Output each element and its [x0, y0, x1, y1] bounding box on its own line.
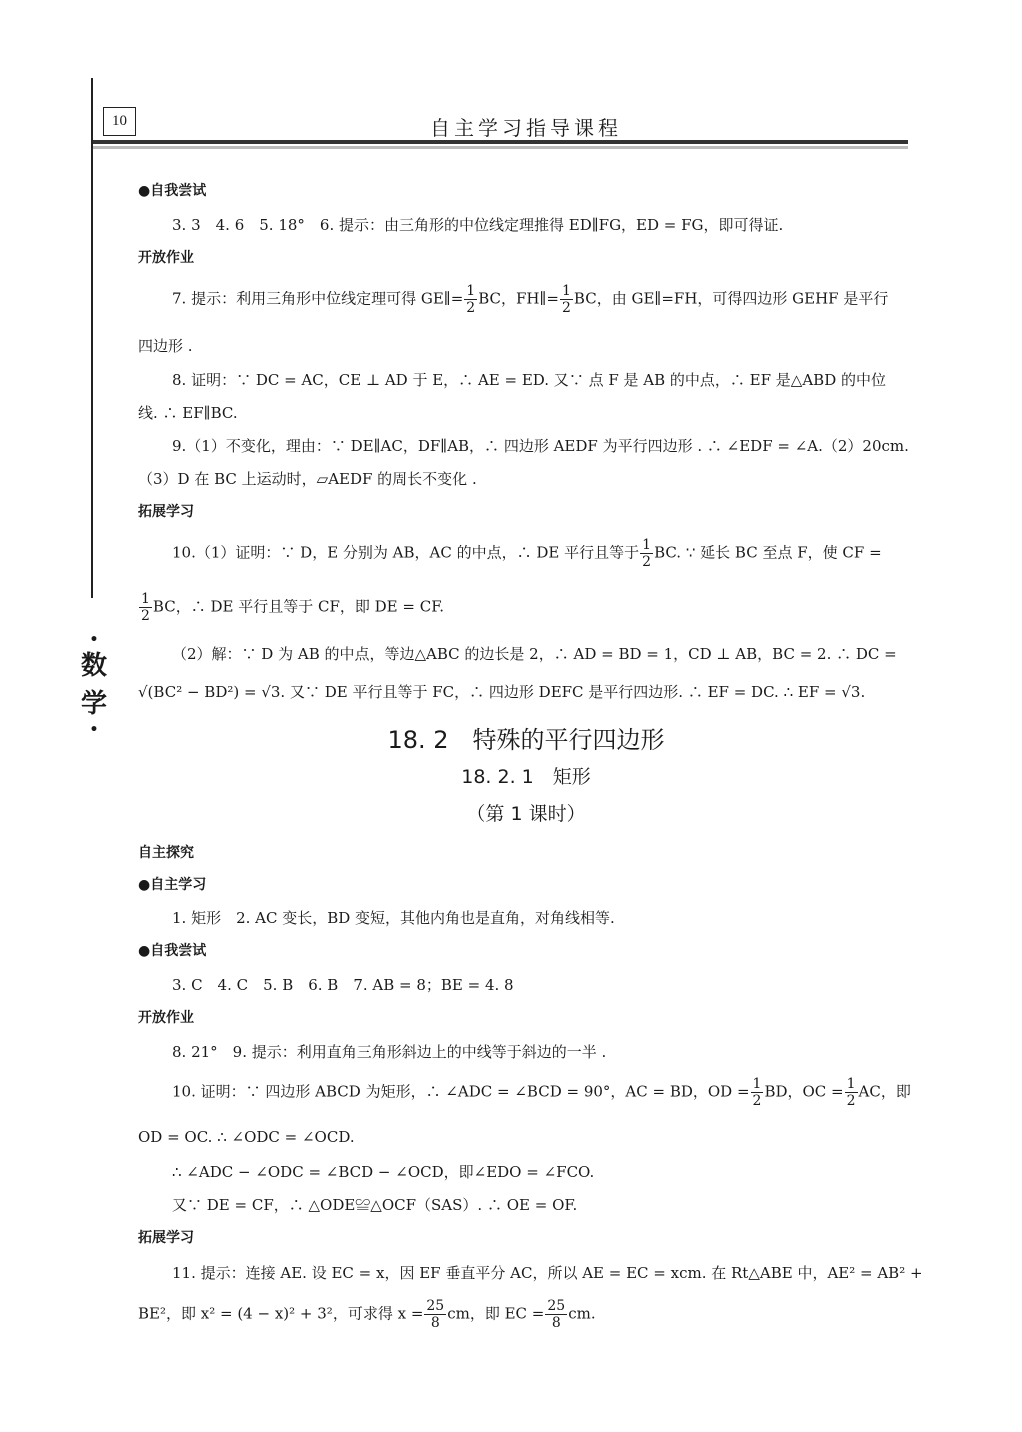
answer-line: √(BC² − BD²) = √3. 又∵ DE 平行且等于 FC，∴ 四边形 DEFC 是平行四边形. ∴ EF = DC. ∴ EF = √3.	[138, 683, 866, 701]
header-rule-light	[93, 146, 908, 149]
side-char-2: 学	[80, 689, 107, 719]
answer-line: 3. 3 4. 6 5. 18° 6. 提示：由三角形的中位线定理推得 ED∥FG，ED = FG，即可得证.	[172, 216, 784, 234]
fraction: $\frac{1}{2}$	[846, 1076, 856, 1109]
section-title: 18. 2 特殊的平行四边形	[387, 726, 665, 754]
answer-line-10b: 10. 证明：∵ 四边形 ABCD 为矩形，∴ ∠ADC = ∠BCD = 90°，AC = BD，OD = $\frac{1}{2}$ BD，OC = $\frac{1}{2}$ AC，即	[172, 1076, 911, 1109]
heading-open-homework: 开放作业	[138, 250, 194, 266]
heading-extension: 拓展学习	[138, 504, 194, 520]
answer-line-7: 7. 提示：利用三角形中位线定理可得 GE∥= $\frac{1}{2}$ BC，FH∥= $\frac{1}{2}$ BC，由 GE∥=FH，可得四边形 GEHF 是平行	[172, 283, 889, 316]
answer-line: 9.（1）不变化，理由：∵ DE∥AC，DF∥AB，∴ 四边形 AEDF 为平行四边形 . ∴ ∠EDF = ∠A.（2）20cm.	[172, 437, 909, 455]
answer-line: （2）解：∵ D 为 AB 的中点，等边△ABC 的边长是 2，∴ AD = BD = 1，CD ⊥ AB，BC = 2. ∴ DC =	[172, 645, 897, 663]
answer-line: 8. 证明：∵ DC = AC，CE ⊥ AD 于 E，∴ AE = ED. 又∵ 点 F 是 AB 的中点，∴ EF 是△ABD 的中位	[172, 371, 886, 389]
heading-self-try: ●自我尝试	[138, 943, 207, 959]
answer-line: 1. 矩形 2. AC 变长，BD 变短，其他内角也是直角，对角线相等.	[172, 909, 615, 927]
answer-line: 11. 提示：连接 AE. 设 EC = x，因 EF 垂直平分 AC，所以 AE = EC = xcm. 在 Rt△ABE 中，AE² = AB² +	[172, 1264, 923, 1282]
answer-line: ∴ ∠ADC − ∠ODC = ∠BCD − ∠OCD，即∠EDO = ∠FCO.	[172, 1163, 595, 1181]
fraction: $\frac{1}{2}$	[466, 283, 476, 316]
heading-explore: 自主探究	[138, 845, 194, 861]
fraction: $\frac{25}{8}$	[547, 1298, 566, 1331]
margin-line	[91, 78, 93, 598]
answer-line: 3. C 4. C 5. B 6. B 7. AB = 8；BE = 4. 8	[172, 976, 514, 994]
page-number: 10	[103, 107, 136, 136]
answer-line-10: 10.（1）证明：∵ D，E 分别为 AB，AC 的中点，∴ DE 平行且等于 $\frac{1}{2}$ BC. ∵ 延长 BC 至点 F，使 CF =	[172, 537, 882, 570]
lesson-title: （第 1 课时）	[466, 803, 586, 825]
parallel-equal-symbol: ∥=	[654, 289, 674, 308]
fraction: $\frac{25}{8}$	[426, 1298, 445, 1331]
answer-line: 四边形 .	[138, 337, 193, 355]
answer-line: OD = OC. ∴ ∠ODC = ∠OCD.	[138, 1128, 355, 1146]
fraction: $\frac{1}{2}$	[141, 591, 150, 624]
fraction: $\frac{1}{2}$	[562, 283, 571, 316]
answer-line: （3）D 在 BC 上运动时，▱AEDF 的周长不变化 .	[138, 470, 477, 488]
side-dot-icon: •	[89, 632, 99, 648]
heading-open-homework: 开放作业	[138, 1010, 194, 1026]
side-dot-icon: •	[89, 722, 99, 738]
answer-line: 8. 21° 9. 提示：利用直角三角形斜边上的中线等于斜边的一半 .	[172, 1043, 607, 1061]
heading-extension: 拓展学习	[138, 1230, 194, 1246]
header-rule	[93, 140, 908, 144]
parallel-equal-symbol: ∥=	[443, 289, 464, 308]
answer-line: 又∵ DE = CF，∴ △ODE≌△OCF（SAS）. ∴ OE = OF.	[172, 1196, 578, 1214]
parallel-equal-symbol: ∥=	[539, 289, 559, 308]
heading-self-try: ●自我尝试	[138, 183, 207, 199]
fraction: $\frac{1}{2}$	[642, 537, 652, 570]
subsection-title: 18. 2. 1 矩形	[461, 766, 591, 788]
answer-line: BE²，即 x² = (4 − x)² + 3²，可求得 x = $\frac{25}{8}$ cm，即 EC = $\frac{25}{8}$ cm.	[138, 1298, 596, 1331]
side-char-1: 数	[80, 651, 107, 681]
page-header-title: 自主学习指导课程	[430, 116, 622, 140]
heading-self-study: ●自主学习	[138, 877, 207, 893]
answer-line: $\frac{1}{2}$ BC，∴ DE 平行且等于 CF，即 DE = CF.	[141, 591, 445, 624]
answer-line: 线. ∴ EF∥BC.	[138, 404, 238, 422]
fraction: $\frac{1}{2}$	[752, 1076, 762, 1109]
